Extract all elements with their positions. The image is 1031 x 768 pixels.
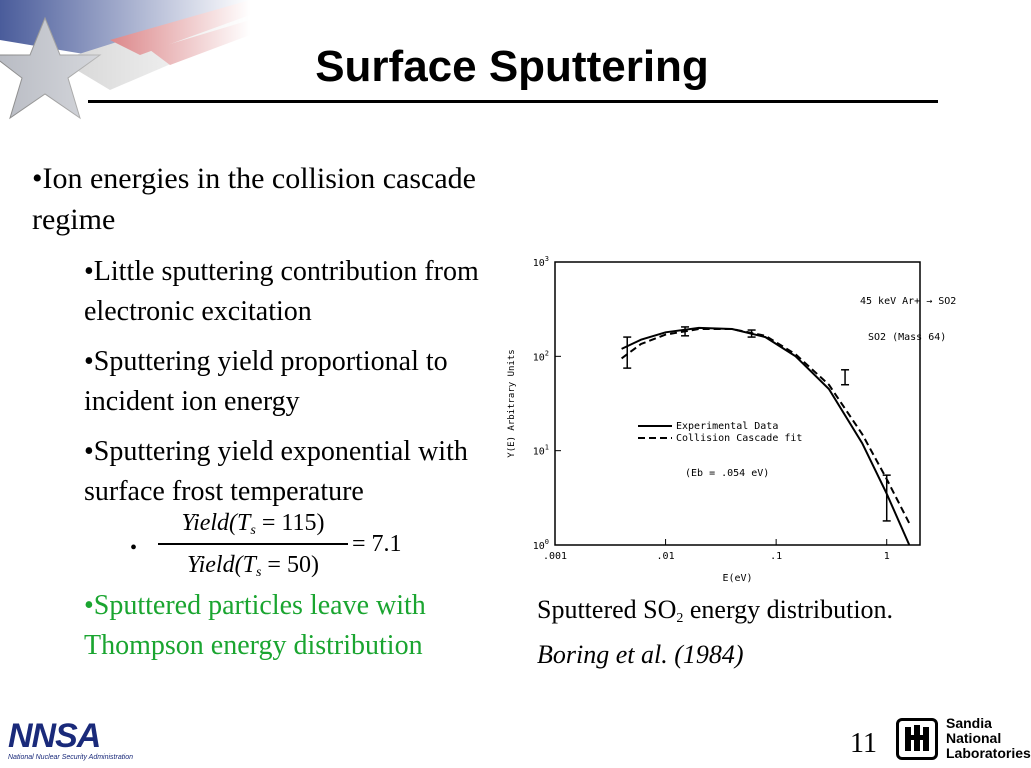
nnsa-logo-subtitle: National Nuclear Security Administration xyxy=(8,754,134,761)
annotation-binding-energy: (Eb = .054 eV) xyxy=(685,468,770,479)
formula-bullet: • xyxy=(130,537,138,559)
bullet-main: •Ion energies in the collision cascade regime xyxy=(32,162,476,236)
formula-numerator: $Yield(T_s = 115)$ xyxy=(181,510,325,538)
y-tick-label: $10^2$ xyxy=(532,349,549,364)
nnsa-logo-text: NNSA xyxy=(8,717,101,755)
caption-line-2: Boring et al. (1984) xyxy=(537,640,744,669)
legend-label-cascade-fit: Collision Cascade fit xyxy=(676,433,803,444)
x-tick-label: .001 xyxy=(542,551,568,562)
sandia-logo xyxy=(896,715,1031,766)
yield-ratio-formula xyxy=(130,505,460,585)
bullet-sub-1: •Little sputtering contribution from electronic excitation xyxy=(84,256,479,327)
bullet-sub-2: •Sputtering yield proportional to incident ion energy xyxy=(84,346,448,417)
formula-denominator: $Yield(T_s = 50)$ xyxy=(187,552,319,580)
sandia-logo-text: Sandia National Laboratories xyxy=(946,715,1031,761)
x-tick-label: .01 xyxy=(656,551,675,562)
annotation-mass: SO2 (Mass 64) xyxy=(868,332,947,343)
nnsa-logo xyxy=(8,718,158,766)
bullet-sub-3: •Sputtering yield exponential with surface frost temperature xyxy=(84,436,468,507)
x-axis-label: E(eV) xyxy=(722,573,753,584)
sandia-thunderbird-icon xyxy=(896,718,938,760)
y-tick-label: $10^1$ xyxy=(532,443,549,458)
caption-line-1: Sputtered $SO_2$ energy distribution. xyxy=(537,595,894,626)
annotation-beam: 45 keV Ar+ → SO2 xyxy=(860,296,957,307)
x-tick-label: 1 xyxy=(883,551,890,562)
bullet-sub-4: •Sputtered particles leave with Thompson energy distribution xyxy=(84,590,426,661)
fraction-bar xyxy=(158,543,348,545)
slide-title: Surface Sputtering xyxy=(315,42,709,91)
page-number: 11 xyxy=(850,728,877,759)
y-tick-label: $10^3$ xyxy=(532,255,549,269)
formula-result: = 7.1 xyxy=(352,531,402,557)
legend-label-experimental: Experimental Data xyxy=(676,421,779,432)
figure-caption xyxy=(537,592,893,673)
title-underline xyxy=(88,100,938,103)
so2-energy-distribution-chart xyxy=(500,240,957,590)
y-axis-label: Y(E) Arbitrary Units xyxy=(507,349,517,458)
y-tick-label: $10^0$ xyxy=(532,538,549,552)
x-tick-label: .1 xyxy=(770,551,783,562)
formula-fraction xyxy=(158,505,348,583)
